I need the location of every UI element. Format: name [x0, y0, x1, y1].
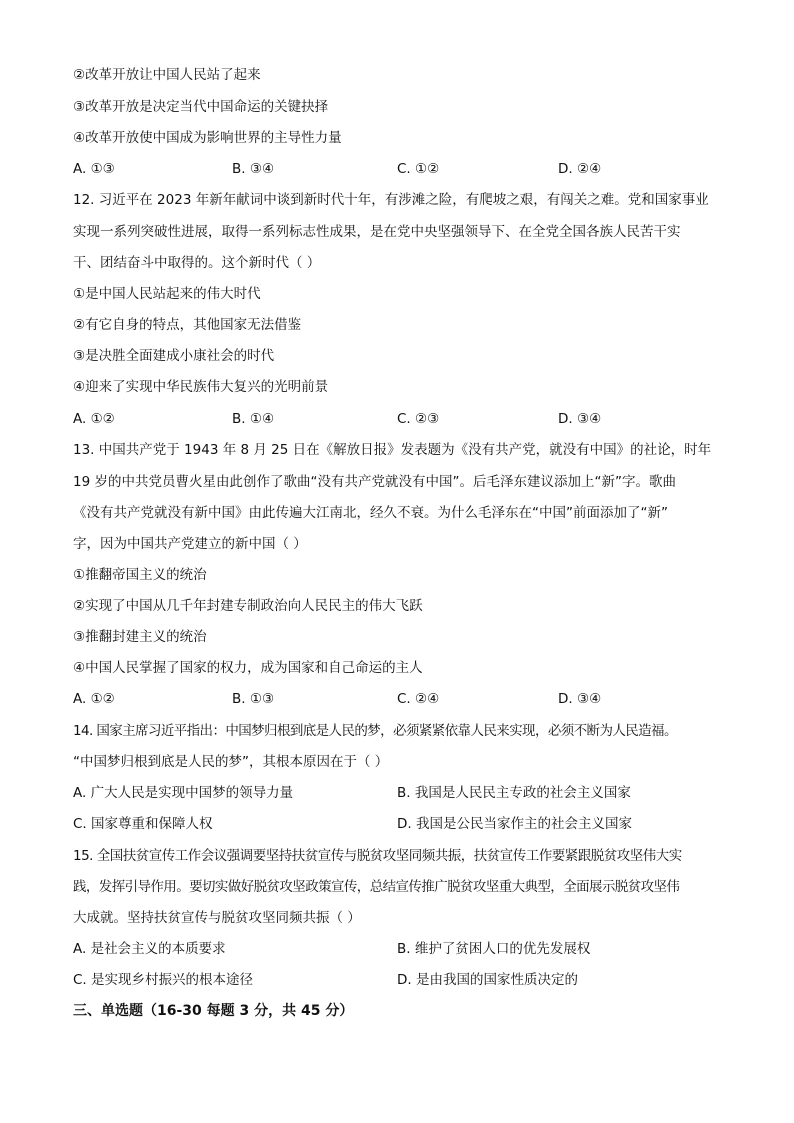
q11-option-a[interactable]: A. ①③: [73, 161, 115, 177]
q12-statement-3: ③是决胜全面建成小康社会的时代: [73, 348, 275, 364]
q12-option-b[interactable]: B. ①④: [232, 411, 275, 427]
q15-stem-line-3: 大成就。坚持扶贫宣传与脱贫攻坚同频共振（ ）: [73, 910, 361, 926]
q13-stem-line-4: 字，因为中国共产党建立的新中国（ ）: [73, 536, 307, 552]
q11-statement-3: ③改革开放是决定当代中国命运的关键抉择: [73, 99, 329, 115]
q13-option-b[interactable]: B. ①③: [232, 691, 275, 707]
q11-option-b[interactable]: B. ③④: [232, 161, 275, 177]
q14-option-d[interactable]: D. 我国是公民当家作主的社会主义国家: [397, 816, 632, 832]
q13-statement-4: ④中国人民掌握了国家的权力，成为国家和自己命运的主人: [73, 660, 423, 676]
q13-stem-line-1: 13. 中国共产党于 1943 年 8 月 25 日在《解放日报》发表题为《没有共产党，就没有中国》的社论，时年: [73, 442, 712, 458]
q12-stem-line-1: 12. 习近平在 2023 年新年献词中谈到新时代十年，有涉滩之险，有爬坡之艰，有闯关之难。党和国家事业: [73, 192, 709, 208]
q12-statement-1: ①是中国人民站起来的伟大时代: [73, 286, 261, 302]
q12-stem-line-3: 干、团结奋斗中取得的。这个新时代（ ）: [73, 255, 321, 271]
q15-option-d[interactable]: D. 是由我国的国家性质决定的: [397, 972, 578, 988]
q11-statement-2: ②改革开放让中国人民站了起来: [73, 67, 261, 83]
q12-stem-line-2: 实现一系列突破性进展，取得一系列标志性成果，是在党中央坚强领导下、在全党全国各族人民苦干实: [73, 224, 681, 240]
q13-option-c[interactable]: C. ②④: [397, 691, 440, 707]
q12-option-d[interactable]: D. ③④: [558, 411, 602, 427]
q13-option-d[interactable]: D. ③④: [558, 691, 602, 707]
q12-statement-2: ②有它自身的特点，其他国家无法借鉴: [73, 317, 302, 333]
q13-option-a[interactable]: A. ①②: [73, 691, 115, 707]
q13-statement-1: ①推翻帝国主义的统治: [73, 567, 207, 583]
q12-option-c[interactable]: C. ②③: [397, 411, 440, 427]
q13-stem-line-3: 《没有共产党就没有新中国》由此传遍大江南北，经久不衰。为什么毛泽东在“中国”前面添加了“新”: [73, 505, 668, 521]
q14-option-a[interactable]: A. 广大人民是实现中国梦的领导力量: [73, 785, 294, 801]
q15-option-b[interactable]: B. 维护了贫困人口的优先发展权: [397, 941, 591, 957]
section-heading: 三、单选题（16-30 每题 3 分，共 45 分）: [73, 1003, 354, 1019]
q15-option-a[interactable]: A. 是社会主义的本质要求: [73, 941, 226, 957]
q13-statement-3: ③推翻封建主义的统治: [73, 629, 207, 645]
q14-option-c[interactable]: C. 国家尊重和保障人权: [73, 816, 213, 832]
q12-option-a[interactable]: A. ①②: [73, 411, 115, 427]
q12-statement-4: ④迎来了实现中华民族伟大复兴的光明前景: [73, 379, 329, 395]
q13-stem-line-2: 19 岁的中共党员曹火星由此创作了歌曲“没有共产党就没有中国”。后毛泽东建议添加上“新”字。歌曲: [73, 474, 676, 490]
q14-stem-line-2: “中国梦归根到底是人民的梦”，其根本原因在于（ ）: [73, 754, 389, 770]
q11-option-d[interactable]: D. ②④: [558, 161, 602, 177]
q11-statement-4: ④改革开放使中国成为影响世界的主导性力量: [73, 130, 342, 146]
q15-stem-line-2: 践，发挥引导作用。要切实做好脱贫攻坚政策宣传，总结宣传推广脱贫攻坚重大典型，全面展示脱贫攻坚伟: [73, 879, 680, 895]
q15-stem-line-1: 15. 全国扶贫宣传工作会议强调要坚持扶贫宣传与脱贫攻坚同频共振，扶贫宣传工作要紧跟脱贫攻坚伟大实: [73, 848, 682, 864]
q14-stem-line-1: 14. 国家主席习近平指出：中国梦归根到底是人民的梦，必须紧紧依靠人民来实现，必须不断为人民造福。: [73, 723, 677, 739]
q11-option-c[interactable]: C. ①②: [397, 161, 440, 177]
q13-statement-2: ②实现了中国从几千年封建专制政治向人民民主的伟大飞跃: [73, 598, 423, 614]
q15-option-c[interactable]: C. 是实现乡村振兴的根本途径: [73, 972, 254, 988]
q14-option-b[interactable]: B. 我国是人民民主专政的社会主义国家: [397, 785, 631, 801]
